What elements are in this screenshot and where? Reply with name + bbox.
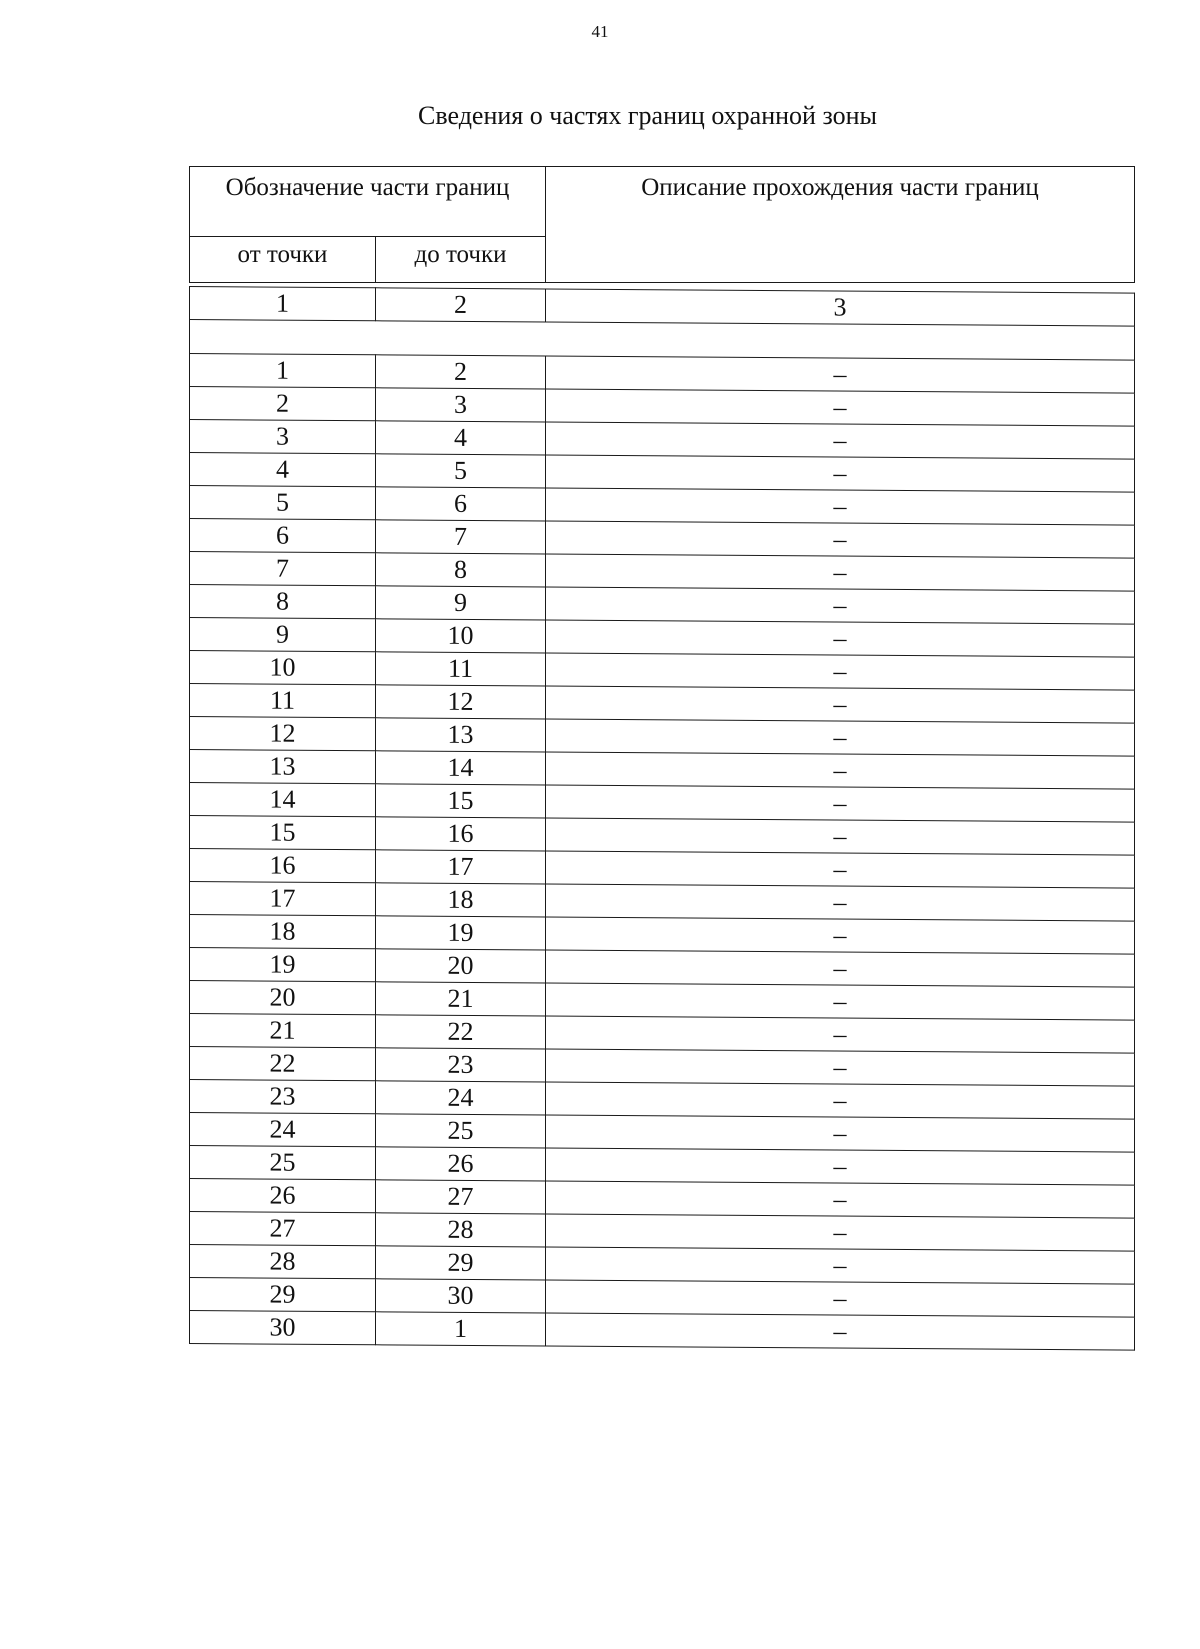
to-point-cell: 5: [376, 454, 546, 488]
to-point-cell: 1: [376, 1312, 546, 1346]
description-cell: –: [546, 554, 1135, 591]
header-boundary-designation: Обозначение части границ: [190, 167, 546, 237]
description-cell: –: [546, 983, 1135, 1020]
from-point-cell: 5: [190, 486, 376, 520]
description-cell: –: [546, 1082, 1135, 1119]
to-point-cell: 4: [376, 421, 546, 455]
to-point-cell: 8: [376, 553, 546, 587]
description-cell: –: [546, 1280, 1135, 1317]
from-point-cell: 24: [190, 1113, 376, 1147]
to-point-cell: 29: [376, 1246, 546, 1280]
to-point-cell: 7: [376, 520, 546, 554]
to-point-cell: 16: [376, 817, 546, 851]
from-point-cell: 7: [190, 552, 376, 586]
description-cell: –: [546, 752, 1135, 789]
from-point-cell: 3: [190, 420, 376, 454]
to-point-cell: 11: [376, 652, 546, 686]
description-cell: –: [546, 620, 1135, 657]
to-point-cell: 21: [376, 982, 546, 1016]
description-cell: –: [546, 1148, 1135, 1185]
to-point-cell: 23: [376, 1048, 546, 1082]
from-point-cell: 28: [190, 1245, 376, 1279]
from-point-cell: 25: [190, 1146, 376, 1180]
description-cell: –: [546, 356, 1135, 393]
from-point-cell: 2: [190, 387, 376, 421]
to-point-cell: 22: [376, 1015, 546, 1049]
to-point-cell: 28: [376, 1213, 546, 1247]
from-point-cell: 15: [190, 816, 376, 850]
to-point-cell: 27: [376, 1180, 546, 1214]
to-point-cell: 15: [376, 784, 546, 818]
description-cell: –: [546, 719, 1135, 756]
from-point-cell: 19: [190, 948, 376, 982]
to-point-cell: 30: [376, 1279, 546, 1313]
from-point-cell: 13: [190, 750, 376, 784]
from-point-cell: 29: [190, 1278, 376, 1312]
description-cell: –: [546, 785, 1135, 822]
to-point-cell: 17: [376, 850, 546, 884]
to-point-cell: 10: [376, 619, 546, 653]
header-from-point: от точки: [190, 237, 376, 283]
description-cell: –: [546, 686, 1135, 723]
to-point-cell: 2: [376, 355, 546, 389]
from-point-cell: 12: [190, 717, 376, 751]
header-to-point: до точки: [376, 237, 546, 283]
from-point-cell: 27: [190, 1212, 376, 1246]
from-point-cell: 6: [190, 519, 376, 553]
from-point-cell: 20: [190, 981, 376, 1015]
from-point-cell: 22: [190, 1047, 376, 1081]
description-cell: –: [546, 1247, 1135, 1284]
from-point-cell: 9: [190, 618, 376, 652]
description-cell: –: [546, 1313, 1135, 1350]
page-number: 41: [591, 22, 609, 41]
from-point-cell: 21: [190, 1014, 376, 1048]
from-point-cell: 18: [190, 915, 376, 949]
description-cell: –: [546, 587, 1135, 624]
description-cell: –: [546, 950, 1135, 987]
header-boundary-description: Описание прохождения части границ: [546, 167, 1135, 283]
from-point-cell: 1: [190, 354, 376, 388]
description-cell: –: [546, 653, 1135, 690]
to-point-cell: 3: [376, 388, 546, 422]
description-cell: –: [546, 1115, 1135, 1152]
to-point-cell: 26: [376, 1147, 546, 1181]
from-point-cell: 14: [190, 783, 376, 817]
description-cell: –: [546, 389, 1135, 426]
description-cell: –: [546, 818, 1135, 855]
from-point-cell: 17: [190, 882, 376, 916]
description-cell: –: [546, 884, 1135, 921]
to-point-cell: 18: [376, 883, 546, 917]
description-cell: –: [546, 521, 1135, 558]
description-cell: –: [546, 917, 1135, 954]
to-point-cell: 6: [376, 487, 546, 521]
table-row: [190, 1311, 1135, 1351]
to-point-cell: 19: [376, 916, 546, 950]
to-point-cell: 12: [376, 685, 546, 719]
column-number-cell: 1: [190, 287, 376, 321]
to-point-cell: 9: [376, 586, 546, 620]
from-point-cell: 11: [190, 684, 376, 718]
description-cell: –: [546, 1049, 1135, 1086]
to-point-cell: 24: [376, 1081, 546, 1115]
column-number-cell: 2: [376, 288, 546, 322]
description-cell: –: [546, 488, 1135, 525]
from-point-cell: 4: [190, 453, 376, 487]
document-title: Сведения о частях границ охранной зоны: [418, 101, 877, 130]
description-cell: –: [546, 1214, 1135, 1251]
description-cell: –: [546, 422, 1135, 459]
to-point-cell: 25: [376, 1114, 546, 1148]
description-cell: –: [546, 1181, 1135, 1218]
table-header: [189, 166, 1135, 283]
boundary-parts-table: [189, 286, 1135, 1351]
from-point-cell: 26: [190, 1179, 376, 1213]
description-cell: –: [546, 455, 1135, 492]
description-cell: –: [546, 1016, 1135, 1053]
from-point-cell: 8: [190, 585, 376, 619]
to-point-cell: 13: [376, 718, 546, 752]
from-point-cell: 10: [190, 651, 376, 685]
from-point-cell: 16: [190, 849, 376, 883]
from-point-cell: 23: [190, 1080, 376, 1114]
description-cell: –: [546, 851, 1135, 888]
to-point-cell: 14: [376, 751, 546, 785]
from-point-cell: 30: [190, 1311, 376, 1345]
to-point-cell: 20: [376, 949, 546, 983]
column-number-cell: 3: [546, 289, 1135, 326]
